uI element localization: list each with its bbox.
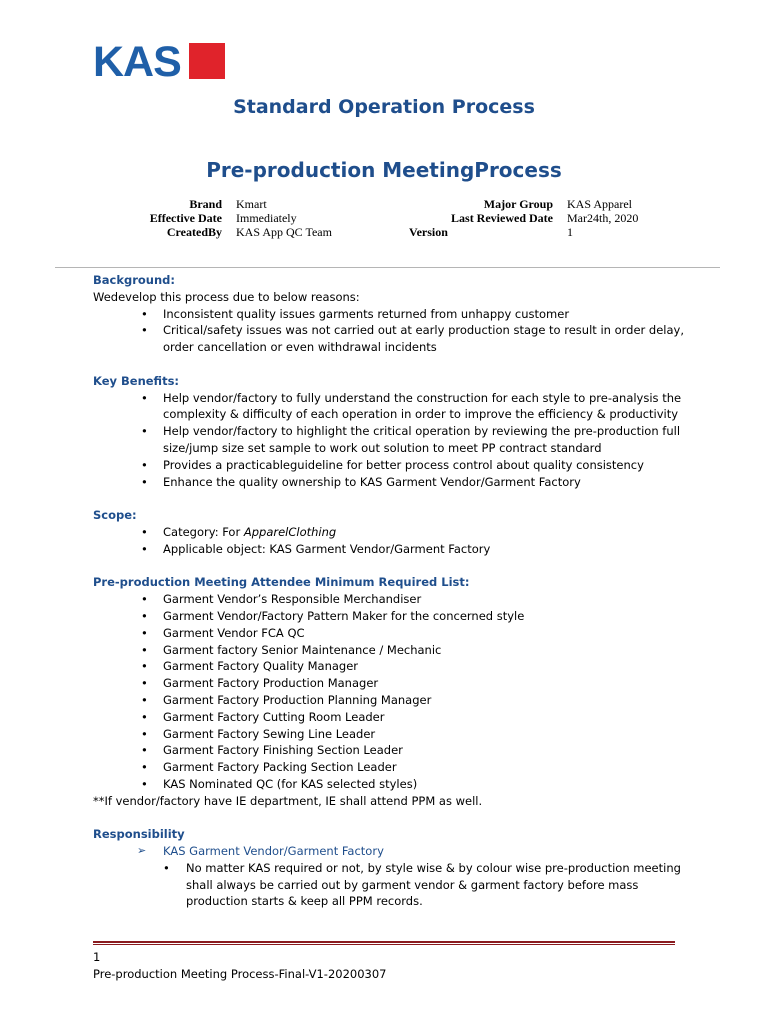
list-item: • Help vendor/factory to fully understand the construction for each style to pre-analysis the complexity & difficulty of each operation in order to improve the efficiency & productivity [93,390,693,424]
logo-square-icon [189,43,225,79]
brand-label: Brand [189,197,222,211]
list-item: • Garment Factory Cutting Room Leader [93,709,693,726]
list-item [93,524,693,541]
logo-text: KAS [93,38,181,86]
scope-list [93,524,693,558]
attendee-note: **If vendor/factory have IE department, IE shall attend PPM as well. [93,793,483,808]
version-label: Version [409,225,448,239]
footer-divider-thin [93,944,675,945]
key-benefits-heading: Key Benefits: [93,373,180,388]
last-reviewed-label: Last Reviewed Date [451,211,553,225]
attendee-list [93,591,693,793]
list-item: • Garment Factory Packing Section Leader [93,759,693,776]
created-by-label: CreatedBy [166,225,222,239]
footer-divider [93,941,675,943]
list-item: • Garment Factory Sewing Line Leader [93,726,693,743]
list-item: • No matter KAS required or not, by style wise & by colour wise pre-production meeting shall always be carried out by garment vendor & garment factory before mass production starts & keep all PPM records. [93,860,693,910]
scope-category-value: ApparelClothing [243,524,337,539]
kas-logo [93,38,225,86]
responsibility-heading: Responsibility [93,827,185,842]
list-item: • Garment Factory Finishing Section Leader [93,742,693,759]
benefits-list [93,390,693,491]
list-item: • Inconsistent quality issues garments returned from unhappy customer [93,306,693,323]
responsibility-list [93,843,693,910]
list-item: • Garment Vendor/Factory Pattern Maker for the concerned style [93,608,693,625]
footer-document-name: Pre-production Meeting Process-Final-V1-20200307 [93,967,387,981]
scope-category-prefix: Category: For [163,524,244,539]
effective-date-label: Effective Date [149,211,222,225]
list-item: • Garment Factory Production Planning Manager [93,692,693,709]
responsibility-subheading: ➢ KAS Garment Vendor/Garment Factory [93,843,693,860]
list-item: • Garment Factory Production Manager [93,675,693,692]
major-group-value: KAS Apparel [567,197,632,211]
page-number: 1 [93,950,101,964]
list-item: • Garment Factory Quality Manager [93,658,693,675]
attendee-list-heading: Pre-production Meeting Attendee Minimum Required List: [93,575,470,590]
scope-heading: Scope: [93,508,137,523]
list-item: • KAS Nominated QC (for KAS selected styles) [93,776,693,793]
list-item: • Garment factory Senior Maintenance / Mechanic [93,642,693,659]
background-heading: Background: [93,273,175,287]
last-reviewed-value: Mar24th, 2020 [567,211,639,225]
document-title: Standard Operation Process [233,96,535,118]
background-intro: Wedevelop this process due to below reasons: [93,289,360,304]
document-subtitle: Pre-production MeetingProcess [206,158,562,182]
list-item: • Garment Vendor FCA QC [93,625,693,642]
effective-date-value: Immediately [236,211,297,225]
major-group-label: Major Group [483,197,553,211]
header-divider [55,267,720,268]
list-item: • Applicable object: KAS Garment Vendor/Garment Factory [93,541,693,558]
list-item: • Critical/safety issues was not carried out at early production stage to result in order delay, order cancellation or even withdrawal incidents [93,322,693,356]
created-by-value: KAS App QC Team [236,225,332,239]
list-item: • Garment Vendor’s Responsible Merchandiser [93,591,693,608]
brand-value: Kmart [236,197,267,211]
background-list [93,306,693,356]
list-item: • Enhance the quality ownership to KAS Garment Vendor/Garment Factory [93,474,693,491]
document-body [93,272,693,910]
list-item: • Help vendor/factory to highlight the critical operation by reviewing the pre-production full size/jump size set sample to work out solution to meet PP contract standard [93,423,693,457]
list-item: • Provides a practicableguideline for better process control about quality consistency [93,457,693,474]
version-value: 1 [567,225,573,239]
